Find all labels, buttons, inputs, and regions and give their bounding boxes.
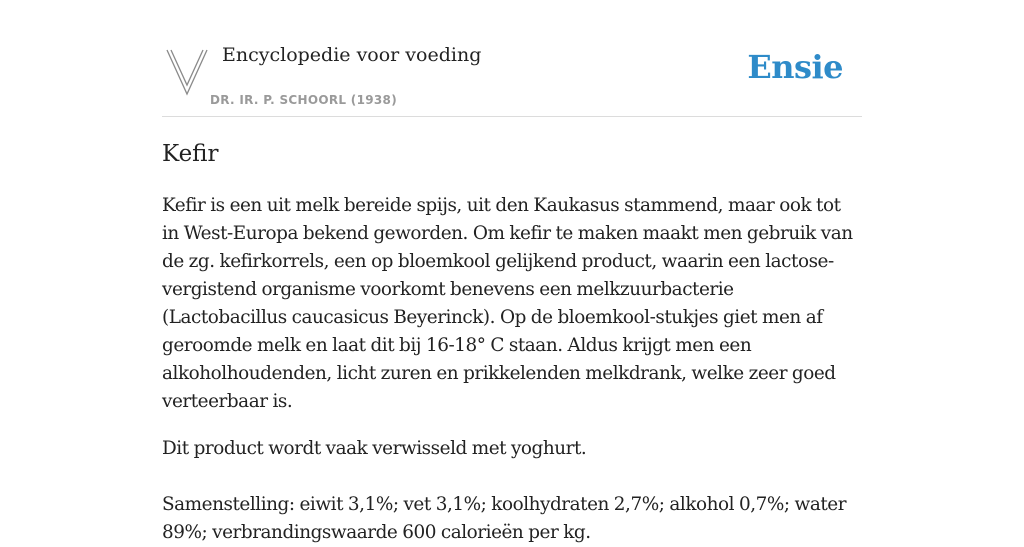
v-logo-icon[interactable] [166,48,208,98]
paragraph-note: Dit product wordt vaak verwisseld met yoghurt. [162,438,587,459]
entry-title: Kefir [162,141,219,167]
paragraph-composition: Samenstelling: eiwit 3,1%; vet 3,1%; koolhydraten 2,7%; alkohol 0,7%; water 89%; verbrandingswaarde 600 calorieën per kg. [162,494,847,543]
article [162,138,862,547]
site-header [162,0,862,117]
book-title[interactable]: Encyclopedie voor voeding [222,44,482,66]
book-author: DR. IR. P. SCHOORL (1938) [210,93,397,107]
paragraph-description: Kefir is een uit melk bereide spijs, uit den Kaukasus stammend, maar ook tot in West-Europa bekend geworden. Om kefir te maken maakt men gebruik van de zg. kefirkorrels, een op bloemkool gelijkend product, waarin een lactose-vergistend organisme voorkomt benevens een melkzuurbacterie (Lactobacillus caucasicus Beyerinck). Op de bloemkool-stukjes giet men af geroomde melk en laat dit bij 16-18° C staan. Aldus krijgt men een alkoholhoudenden, licht zuren en prikkelenden melkdrank, welke zeer goed verteerbaar is. [162,195,853,412]
brand-logo[interactable]: Ensie [747,48,843,86]
